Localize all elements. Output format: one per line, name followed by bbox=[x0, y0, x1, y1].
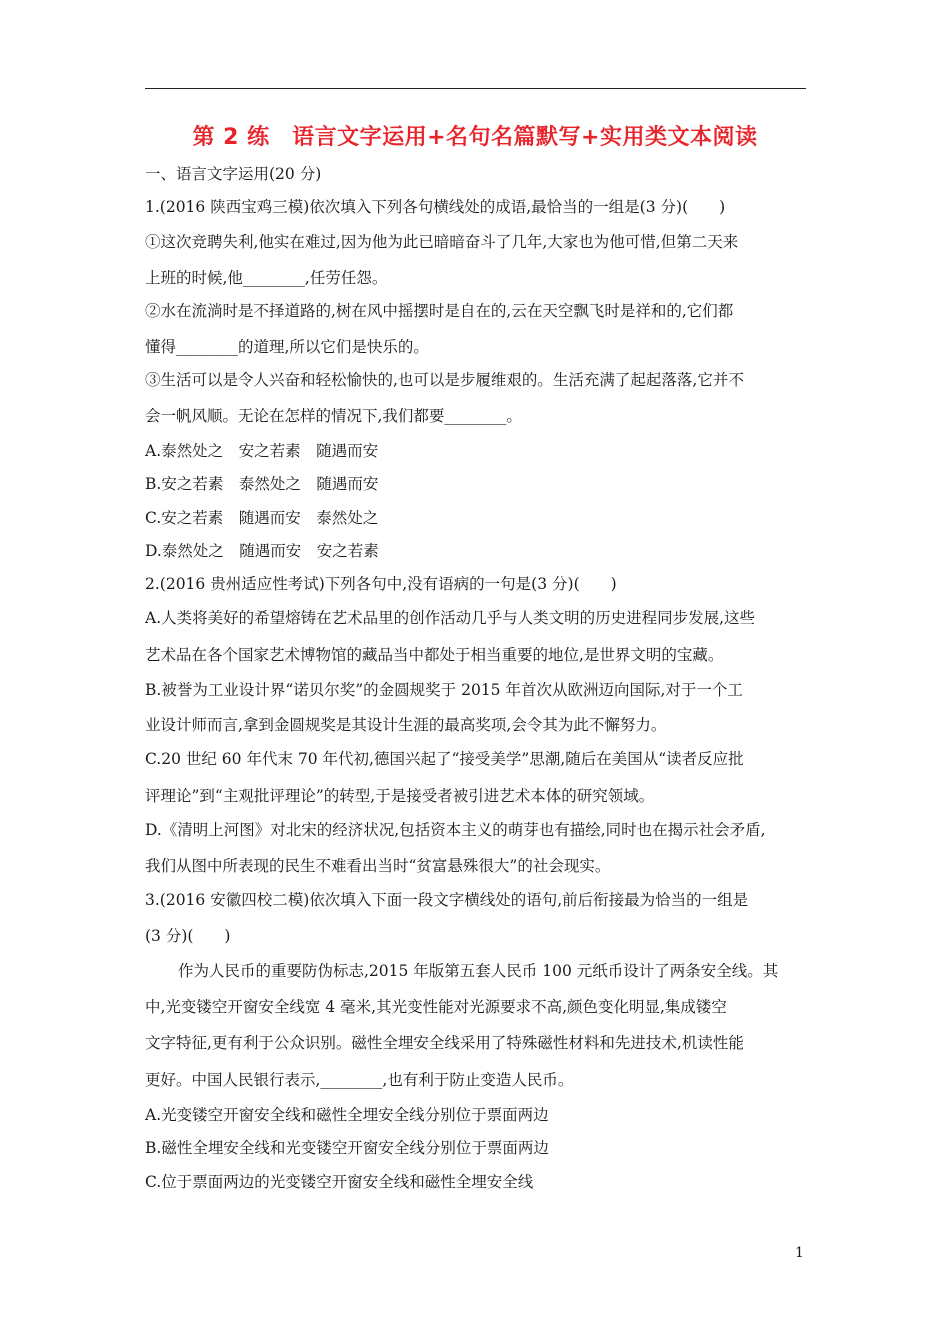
option-a: A.泰然处之 安之若素 随遇而安 bbox=[145, 442, 379, 460]
option-d: D.《清明上河图》对北宋的经济状况,包括资本主义的萌芽也有描绘,同时也在揭示社会矛盾, bbox=[145, 821, 766, 839]
option-d: D.泰然处之 随遇而安 安之若素 bbox=[145, 542, 379, 560]
option-c: C.位于票面两边的光变镂空开窗安全线和磁性全埋安全线 bbox=[145, 1173, 534, 1191]
text-line: ②水在流淌时是不择道路的,树在风中摇摆时是自在的,云在天空飘飞时是祥和的,它们都 bbox=[145, 302, 734, 320]
text-line: 文字特征,更有利于公众识别。磁性全埋安全线采用了特殊磁性材料和先进技术,机读性能 bbox=[145, 1034, 744, 1052]
option-b: B.安之若素 泰然处之 随遇而安 bbox=[145, 475, 379, 493]
text-line: ③生活可以是令人兴奋和轻松愉快的,也可以是步履维艰的。生活充满了起起落落,它并不 bbox=[145, 371, 744, 389]
text-line: 3.(2016 安徽四校二模)依次填入下面一段文字横线处的语句,前后衔接最为恰当的一组是 bbox=[145, 891, 749, 909]
page-title: 第 2 练 语言文字运用+名句名篇默写+实用类文本阅读 bbox=[192, 125, 758, 150]
text-line: 1.(2016 陕西宝鸡三模)依次填入下列各句横线处的成语,最恰当的一组是(3 分)( ) bbox=[145, 198, 726, 216]
section-heading: 一、语言文字运用(20 分) bbox=[145, 165, 322, 183]
option-c: C.安之若素 随遇而安 泰然处之 bbox=[145, 509, 379, 527]
header-rule bbox=[145, 88, 806, 89]
text-line: 更好。中国人民银行表示,________,也有利于防止变造人民币。 bbox=[145, 1071, 574, 1089]
page-number: 1 bbox=[795, 1245, 804, 1261]
option-b: B.磁性全埋安全线和光变镂空开窗安全线分别位于票面两边 bbox=[145, 1139, 549, 1157]
option-a: A.人类将美好的希望熔铸在艺术品里的创作活动几乎与人类文明的历史进程同步发展,这些 bbox=[145, 609, 756, 627]
text-line: 作为人民币的重要防伪标志,2015 年版第五套人民币 100 元纸币设计了两条安全线。其 bbox=[178, 962, 779, 980]
text-line: 我们从图中所表现的民生不难看出当时“贫富悬殊很大”的社会现实。 bbox=[145, 857, 611, 875]
option-c: C.20 世纪 60 年代末 70 年代初,德国兴起了“接受美学”思潮,随后在美国从“读者反应批 bbox=[145, 750, 744, 768]
text-line: 2.(2016 贵州适应性考试)下列各句中,没有语病的一句是(3 分)( ) bbox=[145, 575, 617, 593]
text-line: 会一帆风顺。无论在怎样的情况下,我们都要________。 bbox=[145, 407, 522, 425]
text-line: 懂得________的道理,所以它们是快乐的。 bbox=[145, 338, 429, 356]
text-line: 上班的时候,他________,任劳任怨。 bbox=[145, 269, 388, 287]
text-line: (3 分)( ) bbox=[145, 927, 231, 945]
text-line: ①这次竞聘失利,他实在难过,因为他为此已暗暗奋斗了几年,大家也为他可惜,但第二天来 bbox=[145, 233, 739, 251]
text-line: 艺术品在各个国家艺术博物馆的藏品当中都处于相当重要的地位,是世界文明的宝藏。 bbox=[145, 646, 724, 664]
text-line: 业设计师而言,拿到金圆规奖是其设计生涯的最高奖项,会令其为此不懈努力。 bbox=[145, 716, 667, 734]
text-line: 评理论”到“主观批评理论”的转型,于是接受者被引进艺术本体的研究领域。 bbox=[145, 787, 655, 805]
option-b: B.被誉为工业设计界“诺贝尔奖”的金圆规奖于 2015 年首次从欧洲迈向国际,对于一个工 bbox=[145, 681, 743, 699]
option-a: A.光变镂空开窗安全线和磁性全埋安全线分别位于票面两边 bbox=[145, 1106, 549, 1124]
text-line: 中,光变镂空开窗安全线宽 4 毫米,其光变性能对光源要求不高,颜色变化明显,集成镂空 bbox=[145, 998, 727, 1016]
